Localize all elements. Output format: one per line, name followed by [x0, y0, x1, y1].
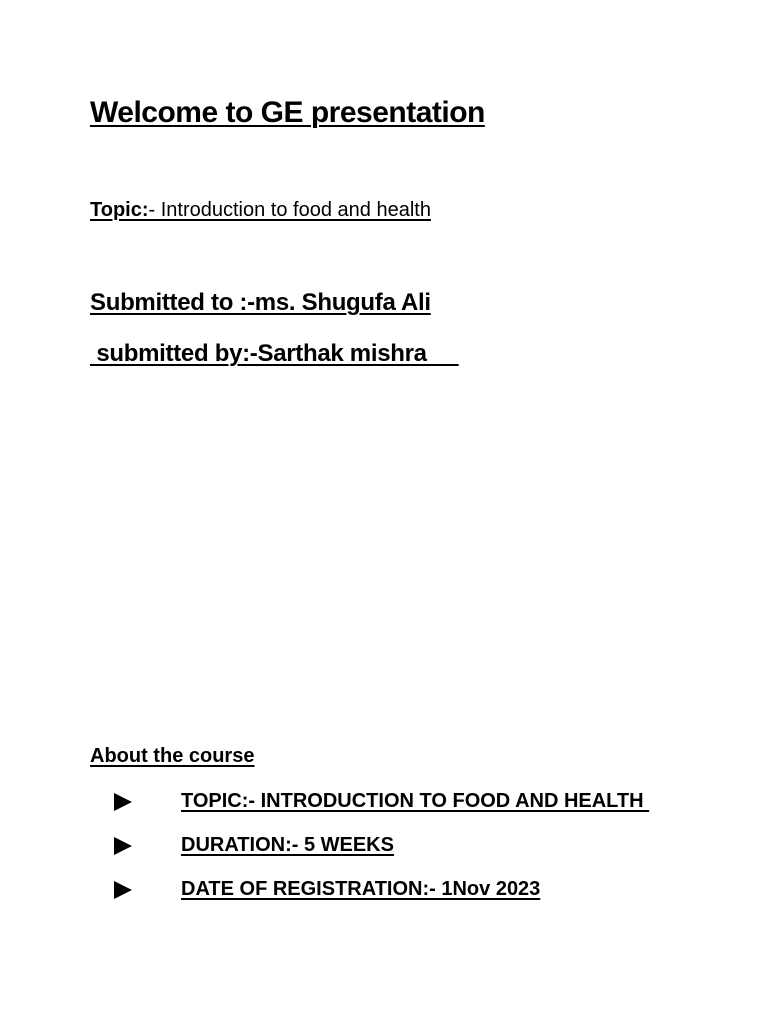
topic-line	[90, 199, 431, 222]
page-title: Welcome to GE presentation	[90, 96, 485, 129]
triangle-right-bullet-icon	[114, 837, 132, 855]
course-topic-text: TOPIC:- INTRODUCTION TO FOOD AND HEALTH	[181, 790, 650, 812]
submitted-by: submitted by:-Sarthak mishra	[90, 340, 459, 367]
course-duration-text: DURATION:- 5 WEEKS	[181, 834, 394, 856]
course-registration-date-text: DATE OF REGISTRATION:- 1Nov 2023	[181, 878, 541, 900]
about-course-heading: About the course	[90, 745, 255, 767]
triangle-right-bullet-icon	[114, 881, 132, 899]
triangle-right-bullet-icon	[114, 793, 132, 811]
submitted-to: Submitted to :-ms. Shugufa Ali	[90, 289, 431, 316]
topic-label: Topic:	[90, 199, 149, 221]
topic-value: - Introduction to food and health	[148, 199, 431, 221]
